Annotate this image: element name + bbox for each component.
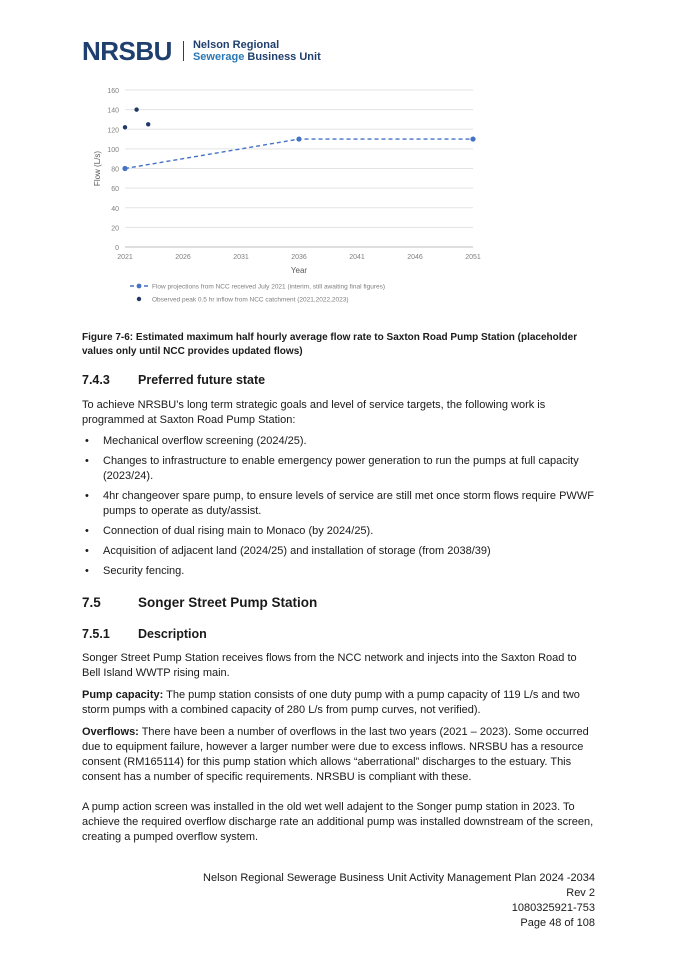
projection-point [470,136,475,141]
x-tick-label: 2051 [465,254,481,261]
paragraph-description: Songer Street Pump Station receives flows from the NCC network and injects into the Saxton Road to Bell Island WWTP rising main. [82,652,577,679]
logo-line2-blue: Sewerage [192,51,245,63]
footer-doc-number: 1080325921-753 [511,902,595,914]
heading-title: Preferred future state [138,373,266,387]
legend-projection-label: Flow projections from NCC received July 2021 (interim, still awaiting final figures) [152,283,386,291]
footer-title: Nelson Regional Sewerage Business Unit Activity Management Plan 2024 -2034 [203,872,595,884]
logo-wordmark: NRSBU [82,36,172,66]
y-tick-label: 160 [107,88,119,95]
observed-point [134,107,138,111]
logo-divider [183,41,184,61]
y-tick-label: 40 [111,205,119,213]
projection-series-line [125,139,473,168]
heading-7-4-3 [82,373,265,387]
y-tick-label: 60 [111,186,119,194]
heading-number: 7.4.3 [82,373,110,387]
logo-line1: Nelson Regional [192,39,280,51]
pump-capacity-text: The pump station consists of one duty pump with a pump capacity of 119 L/s and two storm pumps with a combined capacity of 280 L/s from pump curves, not verified). [82,689,580,716]
footer-page-number: Page 48 of 108 [520,917,595,929]
logo-line2-rest: Business Unit [247,51,321,63]
flow-chart [82,80,502,310]
y-tick-label: 0 [115,245,119,252]
x-tick-label: 2031 [233,254,249,261]
paragraph-intro: To achieve NRSBU’s long term strategic goals and level of service targets, the following work is programmed at Saxton Road Pump Station: [82,399,546,426]
projection-point [296,136,301,141]
y-tick-label: 80 [111,166,119,174]
paragraph-pump-screen: A pump action screen was installed in the old wet well adajent to the Songer pump station in 2023. To achieve the required overflow discharge rate an additional pump was installed downstream of the screen, creating a pumped overflow system. [82,801,594,843]
projection-point [122,166,127,171]
observed-point [123,125,127,129]
overflows-text: There have been a number of overflows in the last two years (2021 – 2023). Some occurred due to equipment failure, however a larger number were due to excess inflows. NRSBU has a resource consent (RM165114) for this pump station which allows “aberrational” discharges to the estuary. This consent has a number of specific requirements. NRSBU is compliant with these. [82,726,589,783]
pump-capacity-label: Pump capacity: [82,689,164,701]
heading-number: 7.5.1 [82,627,110,641]
bullet-item: • Connection of dual rising main to Monaco (by 2024/25). [82,524,597,539]
logo-subtitle [193,39,321,63]
x-tick-label: 2036 [291,254,307,261]
heading-7-5-1 [82,627,207,641]
page-footer [203,871,595,931]
observed-point [146,122,150,126]
heading-7-5 [82,595,317,610]
bullet-item: • Mechanical overflow screening (2024/25). [82,434,597,449]
heading-title: Description [138,627,207,641]
x-axis-label: Year [290,266,308,275]
x-tick-label: 2046 [407,254,423,261]
paragraph-pump-capacity [82,688,597,718]
heading-title: Songer Street Pump Station [138,595,318,610]
bullet-item: • 4hr changeover spare pump, to ensure levels of service are still met once storm flows require PWWF pumps to operate as duty/assist. [82,489,597,519]
bullet-item: • Changes to infrastructure to enable emergency power generation to run the pumps at full capacity (2023/24). [82,454,597,484]
legend-observed-label: Observed peak 0.5 hr inflow from NCC catchment (2021,2022,2023) [152,296,349,304]
overflows-label: Overflows: [82,726,139,738]
y-tick-label: 120 [107,127,119,135]
x-tick-label: 2041 [349,254,365,261]
bullet-item: • Acquisition of adjacent land (2024/25) and installation of storage (from 2038/39) [82,544,597,559]
x-tick-label: 2021 [117,254,133,261]
legend-projection-marker [137,284,142,289]
y-axis-label: Flow (L/s) [93,150,102,187]
nrsbu-logo [82,38,321,64]
footer-revision: Rev 2 [566,887,595,899]
y-tick-label: 100 [107,146,119,154]
figure-caption: Figure 7-6: Estimated maximum half hourly average flow rate to Saxton Road Pump Station (placeholder values only until NCC provides updated flows) [82,332,578,357]
y-tick-label: 140 [107,107,119,115]
paragraph-overflows [82,725,597,785]
legend-observed-marker [137,297,141,301]
bullet-list [82,434,597,584]
heading-number: 7.5 [82,595,101,610]
y-tick-label: 20 [111,225,119,233]
x-tick-label: 2026 [175,254,191,261]
logo-line2 [193,51,321,63]
bullet-item: • Security fencing. [82,564,597,579]
